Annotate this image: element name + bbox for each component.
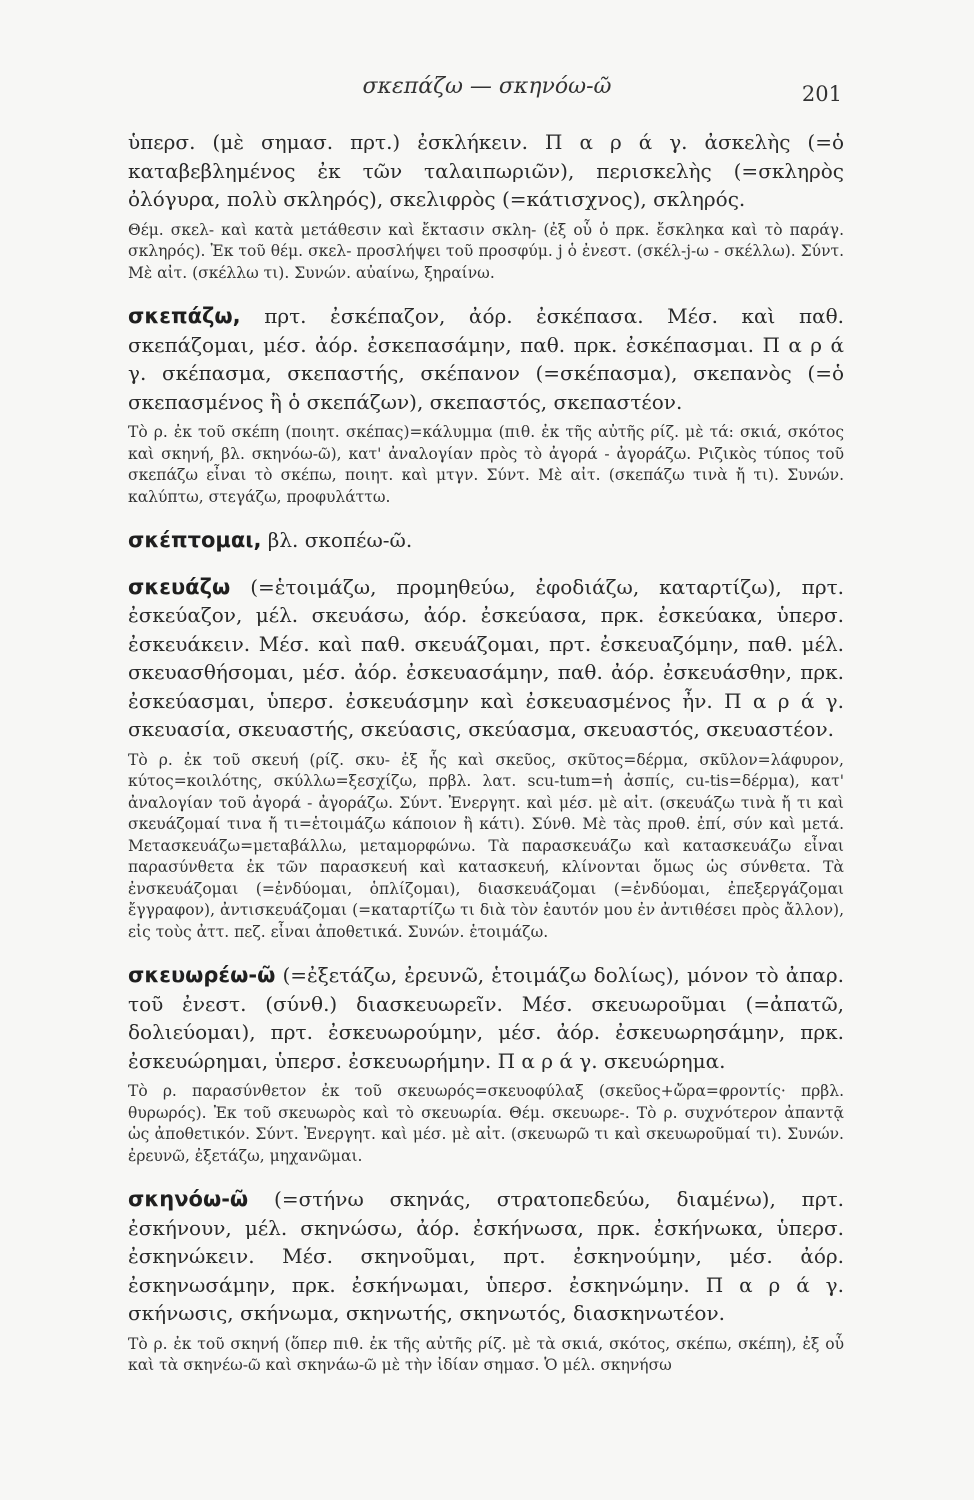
entry-skepazo [128,302,844,508]
running-head-title: σκεπάζω — σκηνόω-ῶ [362,74,612,99]
entry-skenoo [128,1185,844,1377]
entry-definition: (=ἐξετάζω, ἐρευνῶ, ἑτοιμάζω δολίως), μόνον τὸ ἀπαρ. τοῦ ἐνεστ. (σύνθ.) διασκευωρεῖν. Μέσ. σκευωροῦμαι (=ἀπατῶ, δολιεύομαι), πρτ. ἐσκευωρούμην, μέσ. ἀόρ. ἐσκευωρησάμην, πρκ. ἐσκευώρημαι, ὑπερσ. ἐσκευωρήμην. Π α ρ ά γ. σκευώρημα. [128,963,844,1073]
entry-etymology-note: Τὸ ρ. παρασύνθετον ἐκ τοῦ σκευωρός=σκευοφύλαξ (σκεῦος+ὤρα=φροντίς· πρβλ. θυρωρός). Ἐκ τοῦ σκευωρὸς καὶ τὸ σκευωρία. Θέμ. σκευωρε-. Τὸ ρ. συχνότερον ἀπαντᾷ ὡς ἀποθετικόν. Σύντ. Ἐνεργητ. καὶ μέσ. μὲ αἰτ. (σκευωρῶ τι καὶ σκευωροῦμαί τι). Συνών. ἐρευνῶ, ἐξετάζω, μηχανῶμαι. [128,1082,844,1165]
entry-definition: ὑπερσ. (μὲ σημασ. πρτ.) ἐσκλήκειν. Π α ρ ά γ. ἀσκελὴς (=ὁ καταβεβλημένος ἐκ τῶν ταλαιπωριῶν), περισκελὴς (=σκληρὸς ὀλόγυρα, πολὺ σκληρός), σκελιφρὸς (=κάτισχνος), σκληρός. [128,130,844,211]
entry-headword: σκεπάζω, [128,304,241,328]
entry-definition: (=στήνω σκηνάς, στρατοπεδεύω, διαμένω), πρτ. ἐσκήνουν, μέλ. σκηνώσω, ἀόρ. ἐσκήνωσα, πρκ. ἐσκήνωκα, ὑπερσ. ἐσκηνώκειν. Μέσ. σκηνοῦμαι, πρτ. ἐσκηνούμην, μέσ. ἀόρ. ἐσκηνωσάμην, πρκ. ἐσκήνωμαι, ὑπερσ. ἐσκηνώμην. Π α ρ ά γ. σκήνωσις, σκήνωμα, σκηνωτής, σκηνωτός, διασκηνωτέον. [128,1187,844,1325]
entry-headword: σκηνόω-ῶ [128,1187,249,1211]
entry-etymology-note: Θέμ. σκελ- καὶ κατὰ μετάθεσιν καὶ ἔκτασιν σκλη- (ἐξ οὗ ὁ πρκ. ἔσκληκα καὶ τὸ παράγ. σκληρός). Ἐκ τοῦ θέμ. σκελ- προσλήψει τοῦ προσφύμ. j ὁ ἐνεστ. (σκέλ-j-ω - σκέλλω). Σύντ. Μὲ αἰτ. (σκέλλω τι). Συνών. αὐαίνω, ξηραίνω. [128,220,844,282]
entry-headword: σκευωρέω-ῶ [128,963,276,987]
entry-main-text [128,961,844,1075]
entry-main-text [128,128,844,214]
entry-skeuoreo [128,961,844,1167]
entry-definition: πρτ. ἐσκέπαζον, ἀόρ. ἐσκέπασα. Μέσ. καὶ παθ. σκεπάζομαι, μέσ. ἀόρ. ἐσκεπασάμην, παθ. πρκ. ἐσκέπασμαι. Π α ρ ά γ. σκέπασμα, σκεπαστής, σκέπανον (=σκέπασμα), σκεπανὸς (=ὁ σκεπασμένος ἢ ὁ σκεπάζων), σκεπαστός, σκεπαστέον. [128,304,844,414]
entry-main-text [128,1185,844,1328]
entry-etymology-note: Τὸ ρ. ἐκ τοῦ σκέπη (ποιητ. σκέπας)=κάλυμμα (πιθ. ἐκ τῆς αὐτῆς ρίζ. μὲ τά: σκιά, σκότος καὶ σκηνή, βλ. σκηνόω-ῶ), κατ' ἀναλογίαν πρὸς τὸ ἀγορά - ἀγοράζω. Ριζικὸς τύπος τοῦ σκεπάζω εἶναι τὸ σκέπω, ποιητ. καὶ μτγν. Σύντ. Μὲ αἰτ. (σκεπάζω τινὰ ἤ τι). Συνών. καλύπτω, στεγάζω, προφυλάττω. [128,423,844,506]
entry-etymology-note: Τὸ ρ. ἐκ τοῦ σκευή (ρίζ. σκυ- ἐξ ἧς καὶ σκεῦος, σκῦτος=δέρμα, σκῦλον=λάφυρον, κύτος=κοιλότης, σκύλλω=ξεσχίζω, πρβλ. λατ. scu-tum=ἡ ἀσπίς, cu-tis=δέρμα), κατ' ἀναλογίαν τοῦ ἀγορά - ἀγοράζω. Σύντ. Ἐνεργητ. καὶ μέσ. μὲ αἰτ. (σκευάζω τινὰ ἤ τι καὶ σκευάζομαί τινα ἤ τι=ἑτοιμάζω κάποιον ἢ κάτι). Σύνθ. Μὲ τὰς προθ. ἐπί, σύν καὶ μετά. Μετασκευάζω=μεταβάλλω, μεταμορφώνω. Τὰ παρασκευάζω καὶ κατασκευάζω εἶναι παρασύνθετα ἐκ τῶν παρασκευή καὶ κατασκευή, κλίνονται ὅμως ὡς σύνθετα. Τὰ ἐνσκευάζομαι (=ἐνδύομαι, ὁπλίζομαι), διασκευάζομαι (=ἐνδύομαι, ἐπεξεργάζομαι ἔγγραφον), ἀντισκευάζομαι (=καταρτίζω τι διὰ τὸν ἑαυτόν μου ἐν ἀντιθέσει πρὸς ἄλλον), εἰς τοὺς ἀττ. πεζ. εἶναι ἀποθετικά. Συνών. ἑτοιμάζω. [128,750,844,941]
entry-skello-continuation [128,128,844,284]
entry-headword: σκευάζω [128,574,231,599]
entry-main-text [128,526,844,555]
entry-skeuazo [128,573,844,944]
entry-skeptomai [128,526,844,555]
page-number: 201 [801,82,842,106]
entry-main-text [128,573,844,744]
entry-cross-reference: βλ. σκοπέω-ῶ. [261,528,413,552]
entry-definition: (=ἑτοιμάζω, προμηθεύω, ἐφοδιάζω, καταρτίζω), πρτ. ἐσκεύαζον, μέλ. σκευάσω, ἀόρ. ἐσκεύασα, πρκ. ἐσκεύακα, ὑπερσ. ἐσκευάκειν. Μέσ. καὶ παθ. σκευάζομαι, πρτ. ἐσκευαζόμην, παθ. μέλ. σκευασθήσομαι, μέσ. ἀόρ. ἐσκευασάμην, παθ. ἀόρ. ἐσκευάσθην, πρκ. ἐσκεύασμαι, ὑπερσ. ἐσκευάσμην καὶ ἐσκευασμένος ἦν. Π α ρ ά γ. σκευασία, σκευαστής, σκεύασις, σκεύασμα, σκευαστός, σκευαστέον. [128,574,844,741]
entry-etymology-note: Τὸ ρ. ἐκ τοῦ σκηνή (ὅπερ πιθ. ἐκ τῆς αὐτῆς ρίζ. μὲ τὰ σκιά, σκότος, σκέπω, σκέπη), ἐξ οὗ καὶ τὰ σκηνέω-ῶ καὶ σκηνάω-ῶ μὲ τὴν ἰδίαν σημασ. Ὁ μέλ. σκηνήσω [128,1334,844,1374]
entry-main-text [128,302,844,416]
page-body [128,128,844,1377]
running-head [0,74,974,104]
entry-headword: σκέπτομαι, [128,528,262,552]
